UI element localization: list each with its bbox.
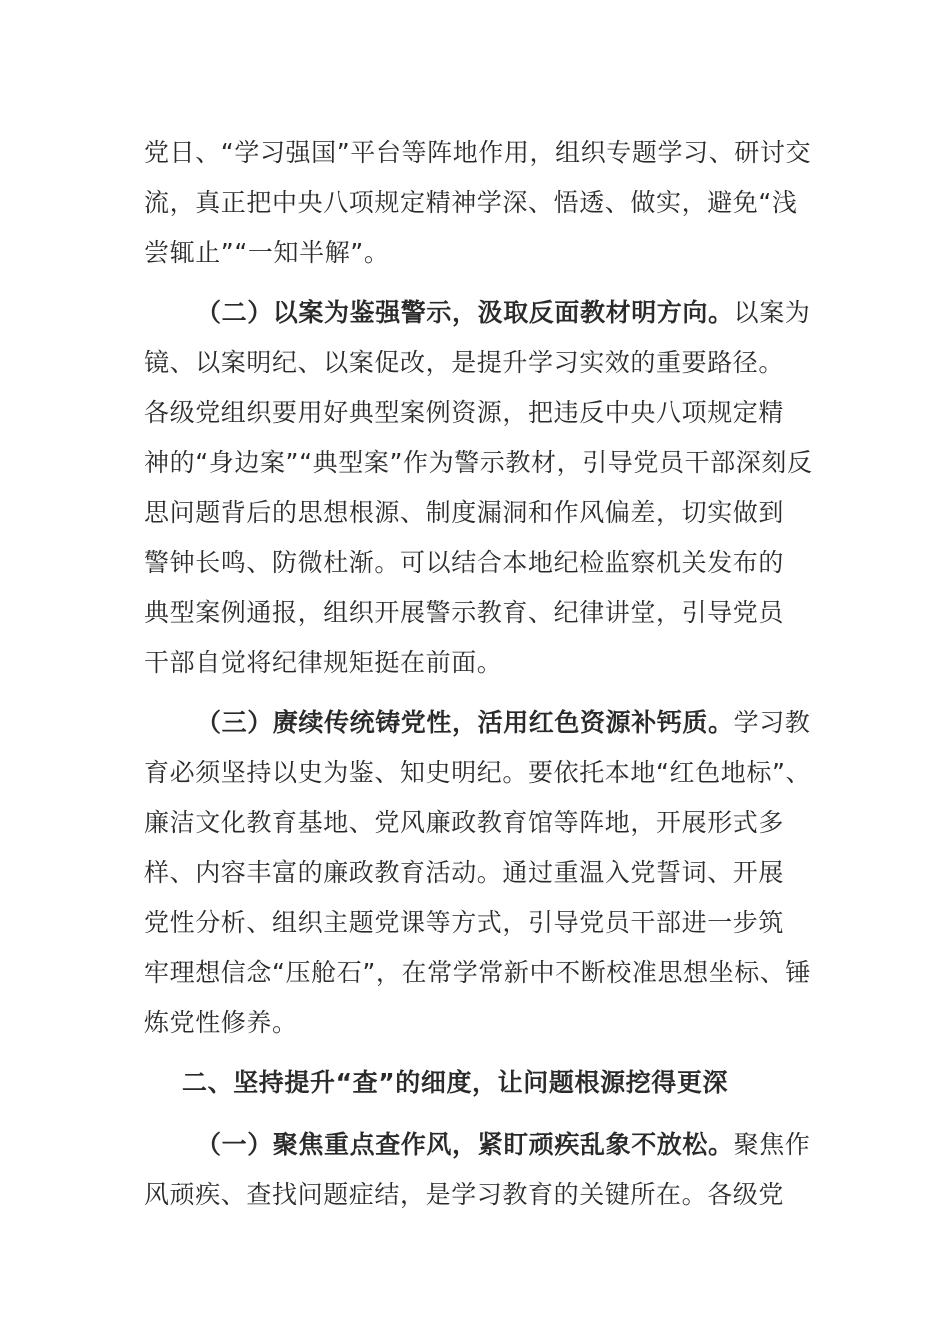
section-heading [144, 1058, 808, 1108]
paragraph-first-line [144, 1120, 811, 1170]
paragraph-first-line [144, 698, 811, 748]
text-line: 牢理想信念“压舱石”，在常学常新中不断校准思想坐标、锤 [144, 958, 812, 987]
text-line: 典型案例通报，组织开展警示教育、纪律讲堂，引导党员 [144, 598, 785, 627]
text-run: 以案为 [733, 298, 811, 327]
text-line: 炼党性修养。 [144, 1008, 298, 1037]
text-line: 风顽疾、查找问题症结，是学习教育的关键所在。各级党 [144, 1180, 785, 1209]
text-line: 样、内容丰富的廉政教育活动。通过重温入党誓词、开展 [144, 858, 785, 887]
paragraph-focus-style [144, 1120, 811, 1220]
subheading-bold: （二）以案为鉴强警示，汲取反面教材明方向。 [196, 298, 734, 327]
text-line: 党性分析、组织主题党课等方式，引导党员干部进一步筑 [144, 908, 785, 937]
paragraph-first-line [144, 288, 811, 338]
paragraph-continuation [144, 128, 812, 278]
text-line: 流，真正把中央八项规定精神学深、悟透、做实，避免“浅 [144, 188, 798, 217]
text-line: 党日、“学习强国”平台等阵地作用，组织专题学习、研讨交 [144, 138, 812, 167]
text-line: 警钟长鸣、防微杜渐。可以结合本地纪检监察机关发布的 [144, 548, 785, 577]
subheading-bold: （三）赓续传统铸党性，活用红色资源补钙质。 [196, 708, 734, 737]
paragraph-case-warning [144, 288, 813, 688]
text-line: 干部自觉将纪律规矩挺在前面。 [144, 648, 503, 677]
text-line: 廉洁文化教育基地、党风廉政教育馆等阵地，开展形式多 [144, 808, 785, 837]
section-heading-text: 二、坚持提升“查”的细度，让问题根源挖得更深 [182, 1068, 729, 1097]
text-run: 聚焦作 [733, 1130, 811, 1159]
text-line: 思问题背后的思想根源、制度漏洞和作风偏差，切实做到 [144, 498, 785, 527]
text-line: 育必须坚持以史为鉴、知史明纪。要依托本地“红色地标”、 [144, 758, 812, 787]
text-line: 尝辄止”“一知半解”。 [144, 238, 390, 267]
text-line: 神的“身边案”“典型案”作为警示教材，引导党员干部深刻反 [144, 448, 813, 477]
text-line: 各级党组织要用好典型案例资源，把违反中央八项规定精 [144, 398, 785, 427]
text-line: 镜、以案明纪、以案促改，是提升学习实效的重要路径。 [144, 348, 785, 377]
subheading-bold: （一）聚焦重点查作风，紧盯顽疾乱象不放松。 [196, 1130, 734, 1159]
paragraph-red-tradition [144, 698, 812, 1048]
text-run: 学习教 [733, 708, 811, 737]
